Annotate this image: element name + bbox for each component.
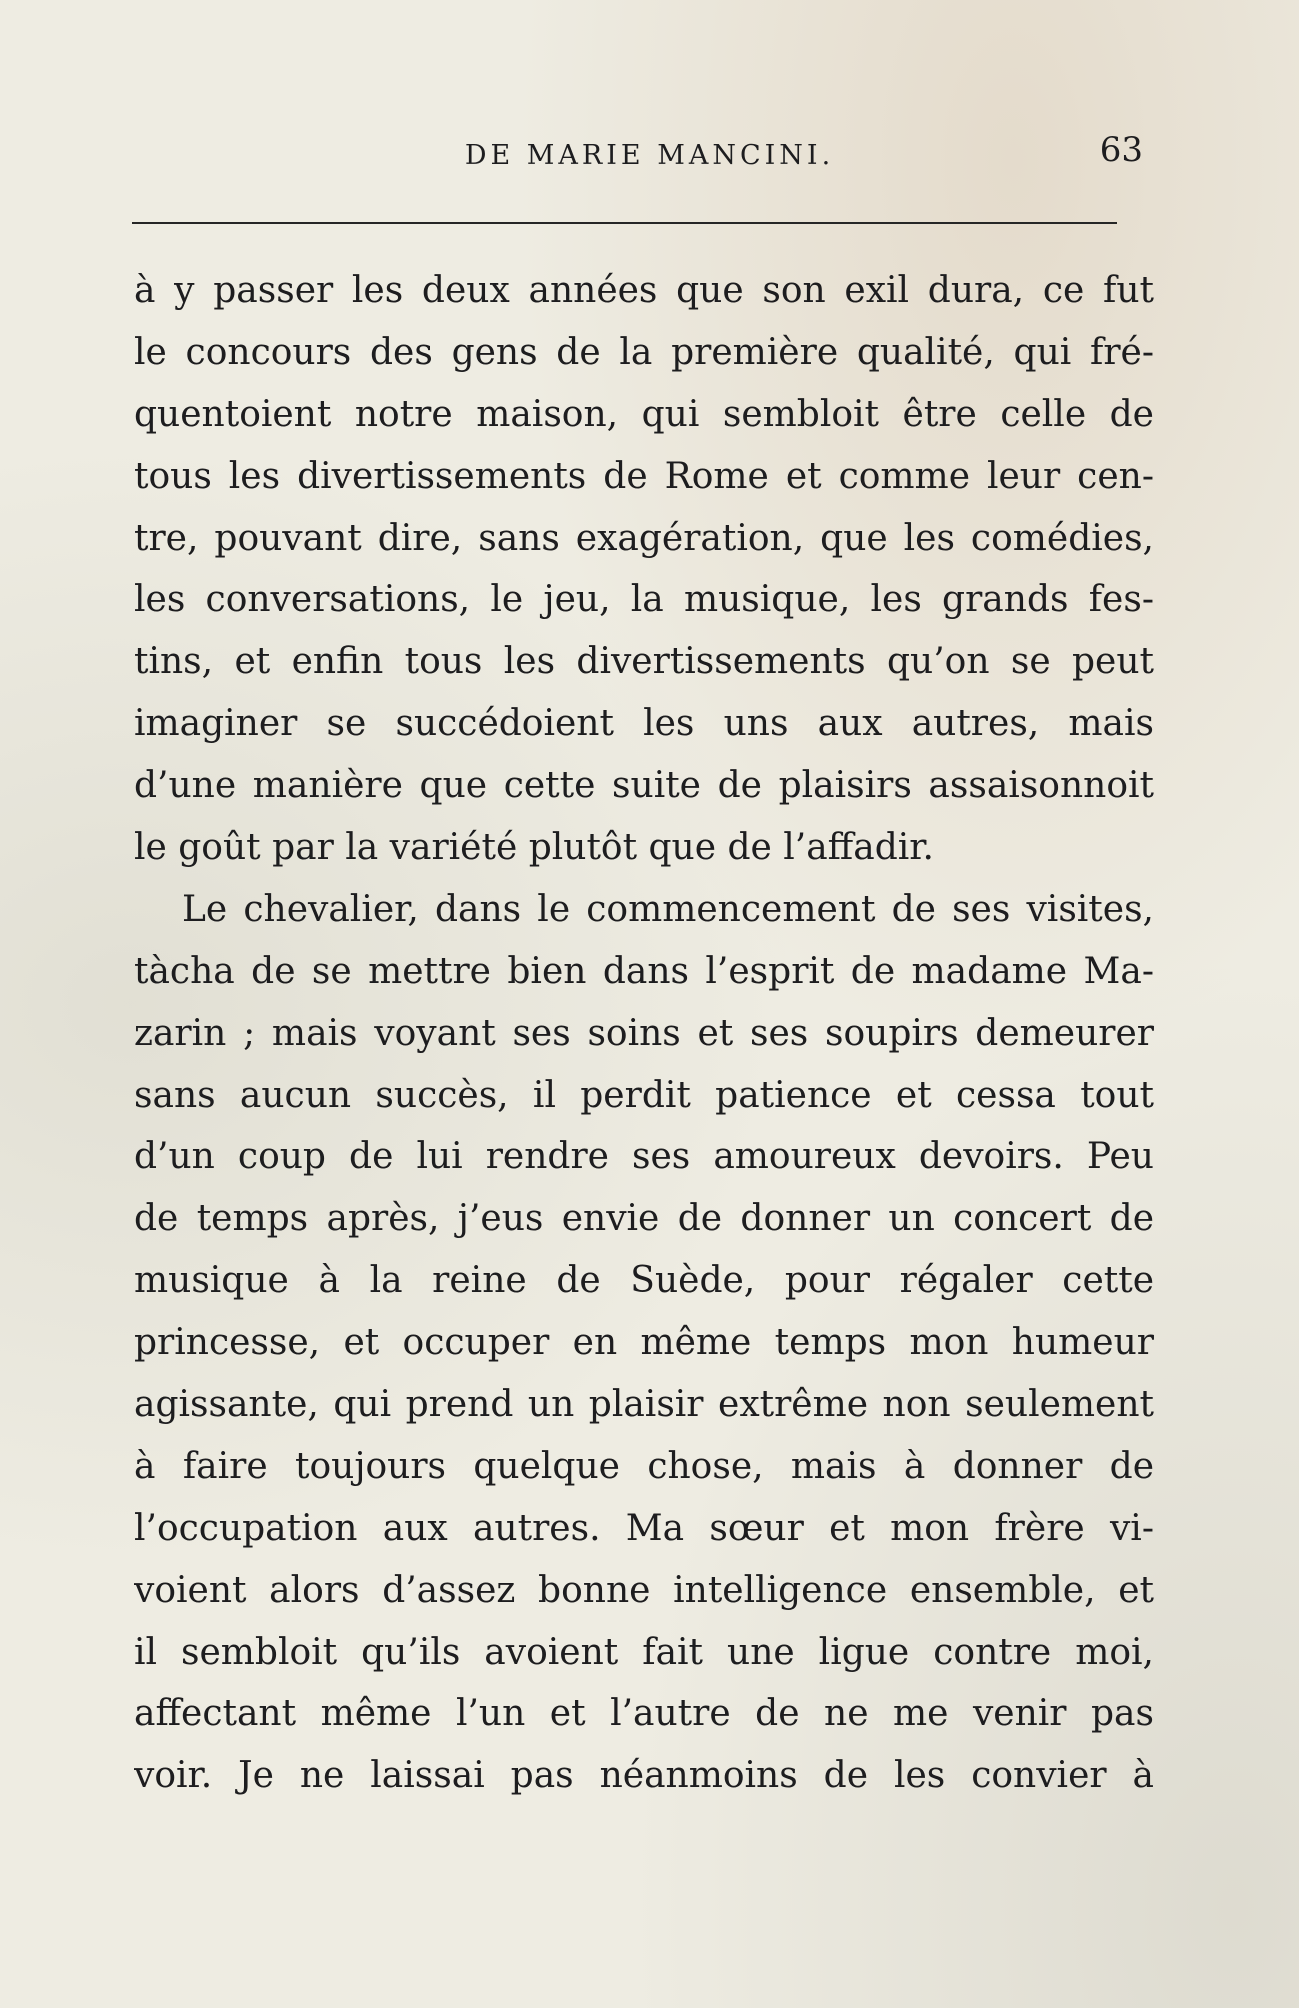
text-line: tous les divertissements de Rome et comme leur cen- (134, 455, 1154, 497)
text-line: à faire toujours quelque chose, mais à donner de (134, 1445, 1154, 1487)
page-header (132, 130, 1167, 182)
text-line: l’occupation aux autres. Ma sœur et mon frère vi- (134, 1507, 1154, 1549)
header-rule (132, 222, 1117, 224)
text-line: à y passer les deux années que son exil dura, ce fut (134, 270, 1154, 311)
text-line: musique à la reine de Suède, pour régaler cette (134, 1260, 1154, 1302)
text-line: imaginer se succédoient les uns aux autres, mais (134, 703, 1154, 745)
running-title: DE MARIE MANCINI. (464, 140, 835, 171)
paragraph-start-line: Le chevalier, dans le commencement de ses visites, (182, 888, 1154, 930)
text-line: d’un coup de lui rendre ses amoureux devoirs. Peu (134, 1136, 1154, 1178)
text-line: zarin ; mais voyant ses soins et ses soupirs demeurer (134, 1012, 1154, 1054)
text-line: princesse, et occuper en même temps mon humeur (134, 1322, 1154, 1364)
text-line: de temps après, j’eus envie de donner un concert de (134, 1198, 1154, 1240)
text-line: les conversations, le jeu, la musique, les grands fes- (134, 579, 1154, 621)
text-line: il sembloit qu’ils avoient fait une ligue contre moi, (134, 1631, 1154, 1673)
paragraph-end-line: le goût par la variété plutôt que de l’affadir. (134, 827, 934, 869)
text-line: agissante, qui prend un plaisir extrême non seulement (134, 1384, 1154, 1426)
text-line: quentoient notre maison, qui sembloit être celle de (134, 393, 1154, 435)
text-line: sans aucun succès, il perdit patience et cessa tout (134, 1074, 1154, 1116)
text-line: d’une manière que cette suite de plaisirs assaisonnoit (134, 765, 1154, 807)
text-line: tàcha de se mettre bien dans l’esprit de madame Ma- (134, 950, 1154, 992)
text-line: voir. Je ne laissai pas néanmoins de les convier à (134, 1755, 1154, 1797)
text-line: le concours des gens de la première qualité, qui fré- (134, 331, 1154, 373)
page-number: 63 (1099, 130, 1143, 170)
text-line: voient alors d’assez bonne intelligence ensemble, et (134, 1569, 1154, 1611)
body-text (134, 260, 1154, 1807)
text-line: tins, et enfin tous les divertissements qu’on se peut (134, 641, 1154, 683)
text-line: tre, pouvant dire, sans exagération, que les comédies, (134, 517, 1154, 559)
text-line: affectant même l’un et l’autre de ne me venir pas (134, 1693, 1154, 1735)
